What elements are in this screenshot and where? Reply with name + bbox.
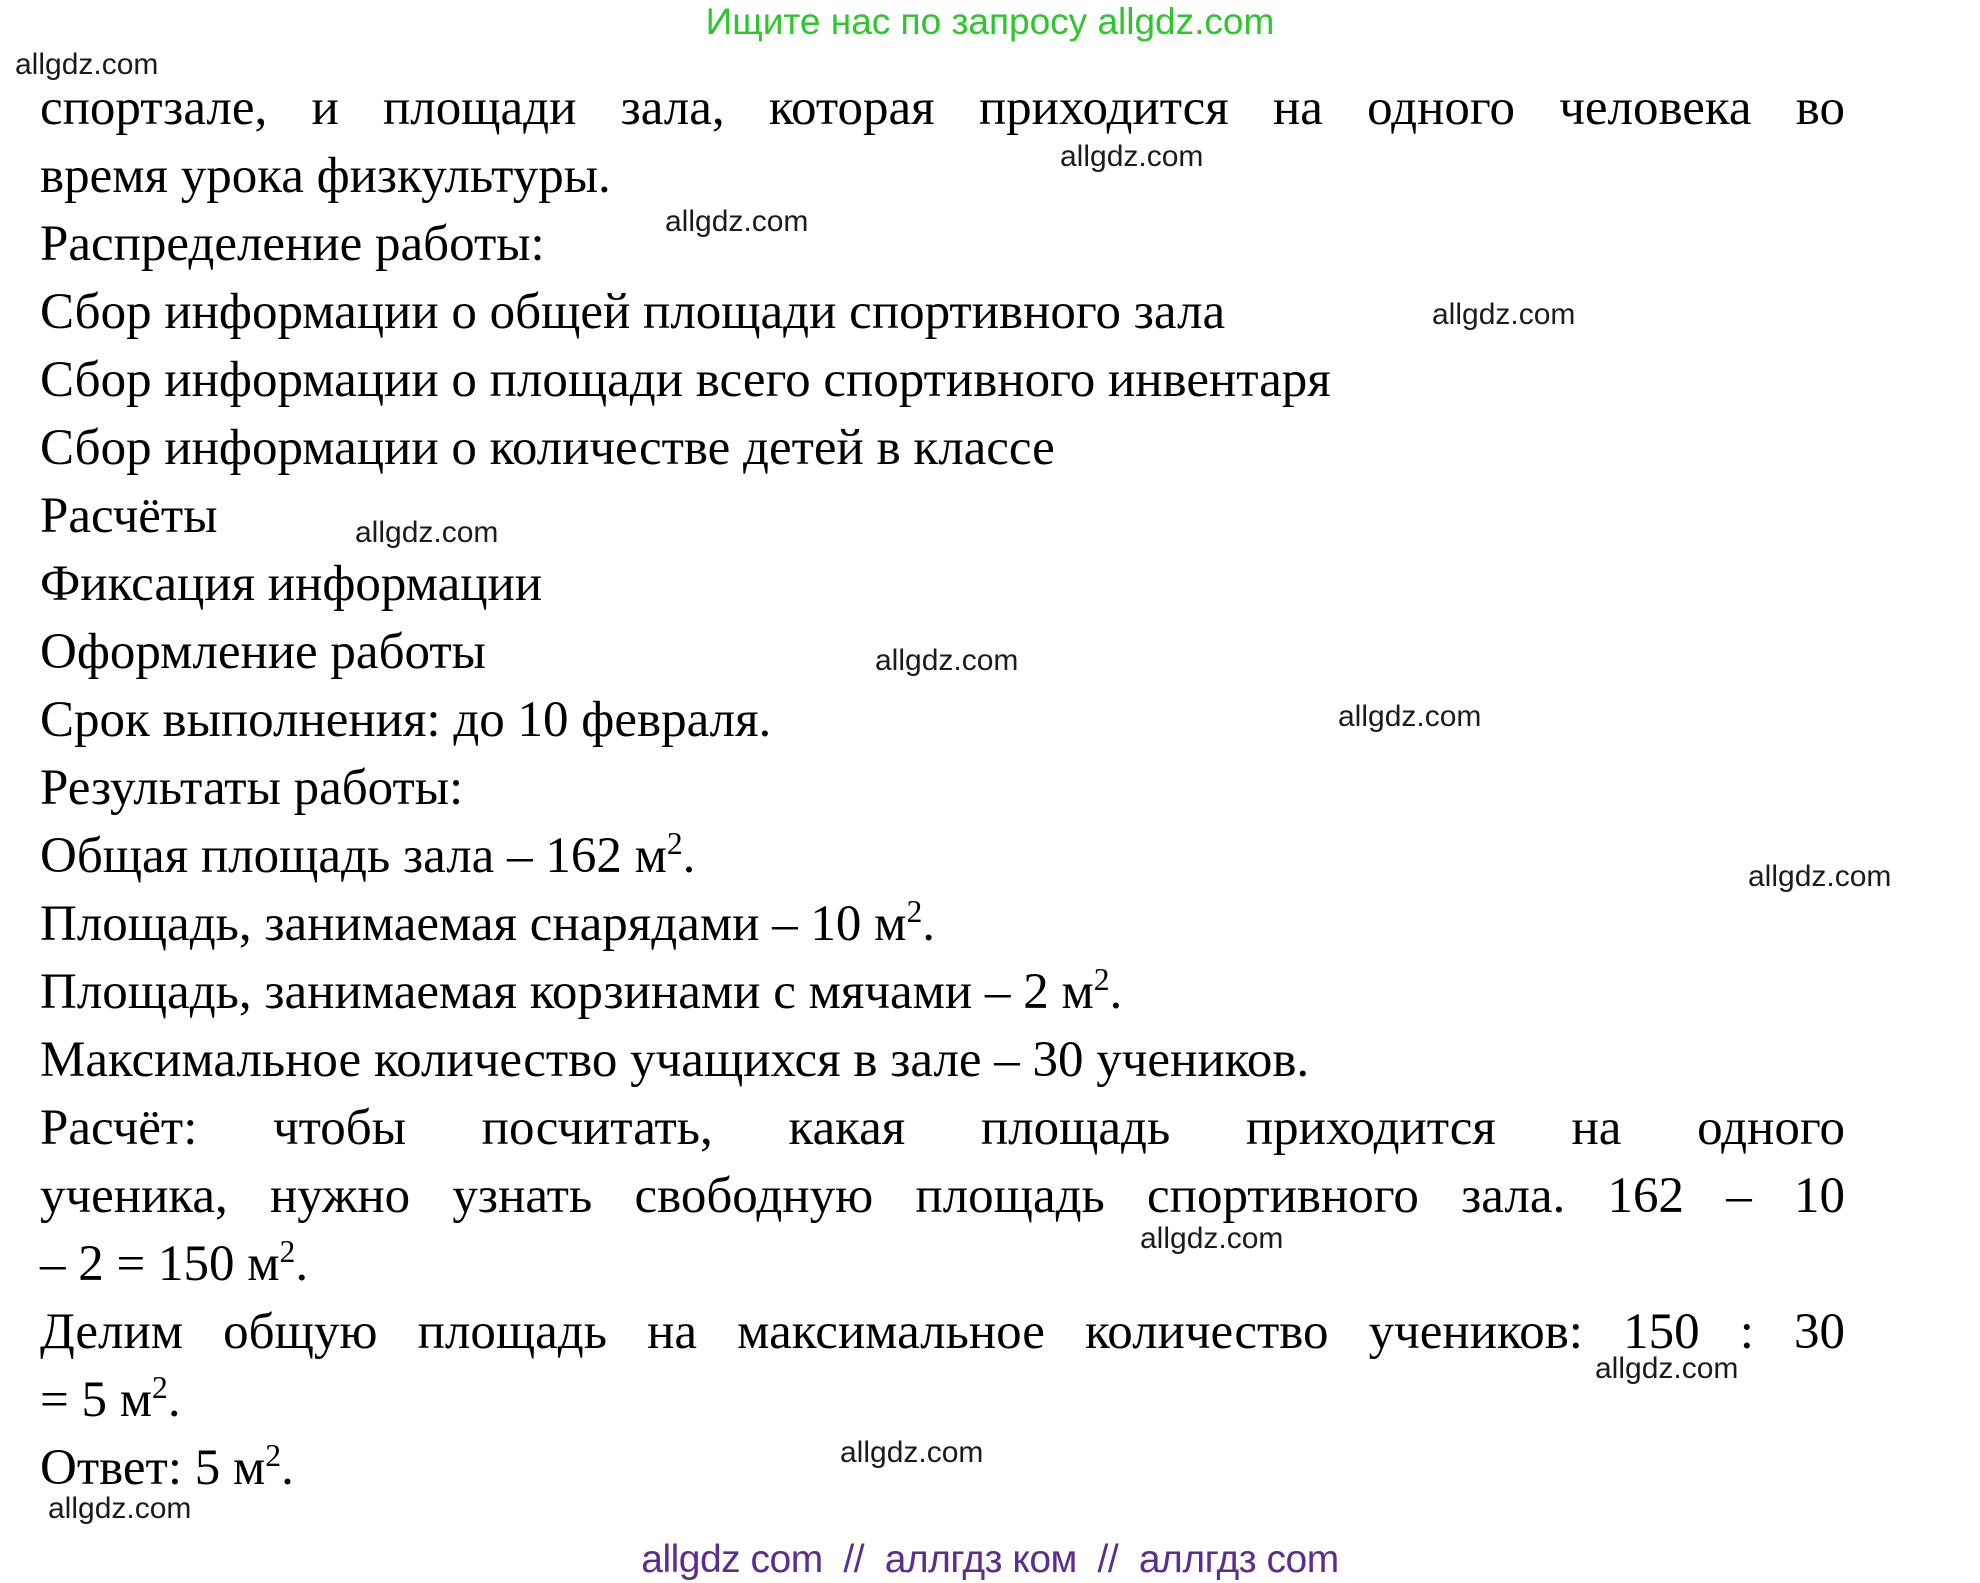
watermark: allgdz.com (15, 48, 159, 81)
body-line: Расчёт: чтобы посчитать, какая площадь приходится на одного (40, 1100, 1845, 1156)
body-line: Распределение работы: (40, 216, 545, 272)
watermark: allgdz.com (1140, 1222, 1284, 1255)
watermark: allgdz.com (1338, 700, 1482, 733)
watermark: allgdz.com (665, 205, 809, 238)
superscript: 2 (666, 826, 683, 861)
body-line: Площадь, занимаемая корзинами с мячами – 2 $м^2$. (40, 962, 1123, 1020)
watermark: allgdz.com (48, 1492, 192, 1525)
superscript: 2 (279, 1234, 296, 1269)
watermark: allgdz.com (1595, 1352, 1739, 1385)
watermark: allgdz.com (875, 644, 1019, 677)
body-line: = 5 $м^2$. (40, 1370, 181, 1428)
body-line: Оформление работы (40, 624, 486, 680)
body-line: Общая площадь зала – 162 $м^2$. (40, 826, 696, 884)
watermark: allgdz.com (1748, 860, 1892, 893)
body-line: Ответ: 5 $м^2$. (40, 1438, 294, 1496)
body-line: Расчёты (40, 488, 218, 544)
body-line: Делим общую площадь на максимальное количество учеников: 150 : 30 (40, 1304, 1845, 1360)
watermark: allgdz.com (1060, 140, 1204, 173)
body-line: Срок выполнения: до 10 февраля. (40, 692, 772, 748)
superscript: 2 (265, 1438, 282, 1473)
document-body (40, 74, 1845, 1502)
watermark: allgdz.com (840, 1436, 984, 1469)
body-line: – 2 = 150 $м^2$. (40, 1234, 309, 1292)
watermark: allgdz.com (1432, 298, 1576, 331)
promo-header-text: Ищите нас по запросу allgdz.com (705, 1, 1275, 42)
body-line: ученика, нужно узнать свободную площадь спортивного зала. 162 – 10 (40, 1168, 1845, 1224)
superscript: 2 (152, 1370, 168, 1405)
body-line: Результаты работы: (40, 760, 464, 816)
body-line: Максимальное количество учащихся в зале – 30 учеников. (40, 1032, 1310, 1088)
body-line: спортзале, и площади зала, которая приходится на одного человека во (40, 80, 1845, 136)
superscript: 2 (1093, 962, 1110, 997)
body-line: время урока физкультуры. (40, 148, 611, 204)
promo-footer-text: allgdz com // аллгдз ком // аллгдз com (641, 1538, 1339, 1581)
watermark: allgdz.com (355, 516, 499, 549)
body-line: Фиксация информации (40, 556, 543, 612)
superscript: 2 (906, 894, 923, 929)
body-line: Площадь, занимаемая снарядами – 10 $м^2$. (40, 894, 935, 952)
body-line: Сбор информации о общей площади спортивного зала (40, 284, 1226, 340)
body-line: Сбор информации о площади всего спортивного инвентаря (40, 352, 1331, 408)
body-line: Сбор информации о количестве детей в классе (40, 420, 1055, 476)
